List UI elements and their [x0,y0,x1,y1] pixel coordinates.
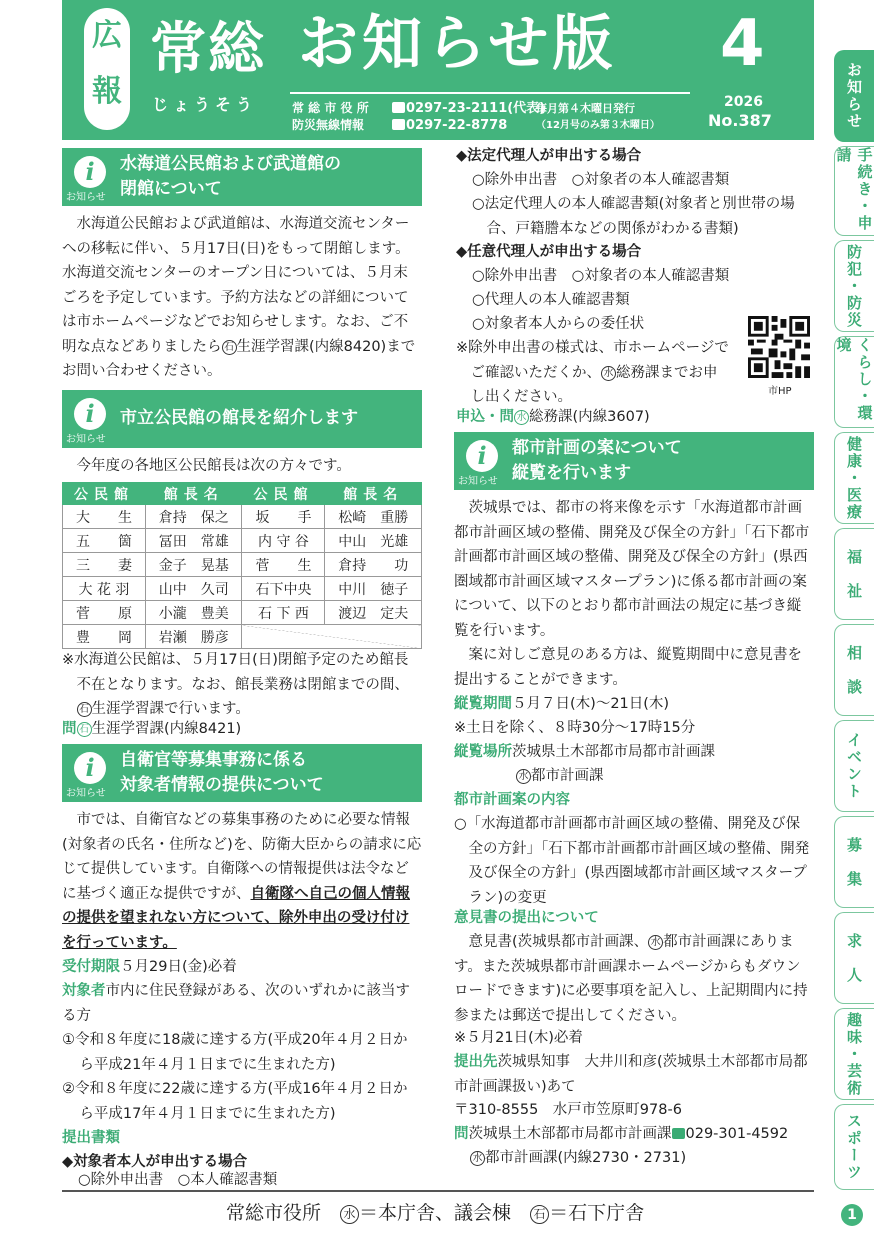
section-header-toshikeikaku: i お知らせ 都市計画の案について 縦覧を行います [454,432,814,490]
office-info: 常 総 市 役 所 防災無線情報 [292,101,369,132]
submit-address: 〒310-8555 水戸市笠原町978-6 [454,1102,682,1118]
tab-sports[interactable]: スポーツ [834,1104,874,1190]
self-apply-heading: ◆対象者本人が申出する場合 [62,1154,248,1170]
docs-label: 提出書類 [62,1130,120,1146]
phone-icon [672,1128,685,1139]
section-header-jieikan: i お知らせ 自衛官等募集事務に係る 対象者情報の提供について [62,744,422,802]
tab-procedures[interactable]: 手続き・申請 [834,146,874,236]
publish-schedule: 毎月第４木曜日発行 （12月号のみ第３木曜日） [536,102,660,131]
tab-hobby-arts[interactable]: 趣味・芸術 [834,1008,874,1100]
table-row: 大 花 羽 山中 久司 石下中央 中川 徳子 [63,577,422,601]
tab-safety[interactable]: 防犯・防災 [834,240,874,332]
info-icon: i [74,398,106,430]
tab-jobs[interactable]: 求 人 [834,912,874,1004]
section-title: 市立公民館の館長を紹介します [120,408,358,428]
jieikan-target-1: ①令和８年度に18歳に達する方(平成20年４月２日から平成21年４月１日までに生まれた方) [62,1032,408,1073]
section-title: 自衛官等募集事務に係る 対象者情報の提供について [120,750,324,795]
voluntary-proxy-item: ○除外申出書 ○対象者の本人確認書類 [472,268,730,284]
table-row: 豊 岡 岩瀬 勝彦 [63,625,422,649]
juran-place-2: 水 都市計画課 [516,764,604,789]
voluntary-proxy-heading: ◆任意代理人が申出する場合 [456,244,642,260]
footer-text: 常総市役所 水 ＝本庁舎、議会棟 石 ＝石下庁舎 [226,1202,645,1224]
opinion-deadline: ※５月21日(木)必着 [454,1030,583,1046]
info-icon: i [74,752,106,784]
ishige-mark: 石 [222,340,237,355]
tab-events[interactable]: イベント [834,720,874,812]
table-row: 菅 原 小瀧 豊美 石 下 西 渡辺 定夫 [63,601,422,625]
legal-proxy-item: ○法定代理人の本人確認書類(対象者と別世帯の場合、戸籍謄本などの関係がわかる書類) [472,196,795,237]
toshikeikaku-body: 茨城県では、都市の将来像を示す「水海道都市計画都市計画区域の整備、開発及び保全の方針」「石下都市計画都市計画区域の整備、開発及び保全の方針」(県西圏域都市計画区域マスタープラン)に係る都市計画の案について、以下のとおり都市計画法の規定に基づき縦覧を行います。 [454,500,810,639]
tab-welfare[interactable]: 福 祉 [834,528,874,620]
juran-place: 縦覧場所茨城県土木部都市局都市計画課 [454,744,715,760]
koho-badge: 広 報 [84,8,130,130]
toshikeikaku-contact: 問茨城県土木部都市局都市計画課 029-301-4592 [454,1126,789,1142]
jieikan-body: 市では、自衛官などの募集事務のために必要な情報(対象者の氏名・住所など)を、防衛大臣からの請求に応じて提供しています。自衛隊への情報提供は法令などに基づく適正な提供ですが、自衛隊へ自己の個人情報の提供を望まれない方について、除外申出の受け付けを行っています。 [62,812,422,951]
phone-icon [392,102,405,113]
title-underline [290,92,690,94]
self-apply-items: ○除外申出書 ○本人確認書類 [78,1172,278,1188]
section-title: 都市計画の案について 縦覧を行います [512,438,682,483]
plan-content: ○「水海道都市計画都市計画区域の整備、開発及び保全の方針」「石下都市計画都市計画区域の整備、開発及び保全の方針」(県西圏域都市計画区域マスタープラン)の変更 [454,816,810,906]
tab-recruitment[interactable]: 募 集 [834,816,874,908]
section-title: 水海道公民館および武道館の 閉館について [120,154,341,199]
section-header-kominkan-closure: i お知らせ 水海道公民館および武道館の 閉館について [62,148,422,206]
table-row: 大 生 倉持 保之 坂 手 松崎 重勝 [63,505,422,529]
qr-caption: 市HP [768,386,792,397]
phone-info: 0297-23-2111(代表) 0297-22-8778 [392,100,545,134]
opinion-label: 意見書の提出について [454,910,599,926]
table-row: 三 妻 金子 晃基 菅 生 倉持 功 [63,553,422,577]
qr-code[interactable] [748,316,810,378]
submit-destination: 提出先茨城県知事 大井川和彦(茨城県土木部都市局都市計画課扱い)あて [454,1054,808,1095]
city-name: 常総 [150,17,266,82]
section-header-kancho: i お知らせ 市立公民館の館長を紹介します [62,390,422,448]
juran-period-note: ※土日を除く、８時30分～17時15分 [454,720,696,736]
juran-period: 縦覧期間５月７日(木)～21日(木) [454,696,670,712]
footer-divider [62,1190,814,1192]
kancho-note: ※水海道公民館は、５月17日(日)閉館予定のため館長不在となります。なお、館長業務は閉館までの間、石 生涯学習課で行います。 [62,652,409,717]
toshikeikaku-body2: 案に対しご意見のある方は、縦覧期間中に意見書を提出することができます。 [454,647,802,688]
apply-contact: 申込・問 水 総務課(内線3607) [456,409,650,425]
tab-notice[interactable]: お知らせ [834,50,874,142]
page-number: 1 [841,1204,863,1226]
toshikeikaku-contact-2: 水 都市計画課(内線2730・2731) [470,1146,686,1171]
jieikan-deadline: 受付期限５月29日(金)必着 [62,959,237,975]
jieikan-target-2: ②令和８年度に22歳に達する方(平成16年４月２日から平成17年４月１日までに生まれた方) [62,1081,408,1122]
info-icon: i [74,156,106,188]
opinion-body: 意見書(茨城県都市計画課、 水 都市計画課にあります。また茨城県都市計画課ホームページからもダウンロードできます)に必要事項を記入し、上記期間内に持参または郵送で提出してください。 [454,934,808,1024]
tab-living[interactable]: くらし・環境 [834,336,874,428]
fax-icon [392,119,405,130]
issue-year: 2026 [724,94,763,110]
jieikan-target: 対象者市内に住民登録がある、次のいずれかに該当する方 [62,983,410,1024]
plan-content-label: 都市計画案の内容 [454,792,570,808]
city-kana: じょうそう [152,95,258,114]
issue-month: 4 [720,7,765,81]
legal-proxy-heading: ◆法定代理人が申出する場合 [456,148,642,164]
form-note: ※除外申出書の様式は、市ホームページでご確認いただくか、 水 総務課までお申し出ください。 [456,340,729,405]
kancho-table [62,482,422,649]
voluntary-proxy-item: ○対象者本人からの委任状 [472,316,645,332]
tab-consultation[interactable]: 相 談 [834,624,874,716]
table-row: 五 箇 冨田 常雄 内 守 谷 中山 光雄 [63,529,422,553]
kancho-contact: 問 石 生涯学習課(内線8421) [62,721,242,737]
tab-health[interactable]: 健康・医療 [834,432,874,524]
table-header-row: 公民館 館長名 公民館 館長名 [63,483,422,505]
voluntary-proxy-item: ○代理人の本人確認書類 [472,292,630,308]
publication-title: お知らせ版 [298,9,617,79]
kominkan-closure-body: 水海道公民館および武道館は、水海道交流センターへの移転に伴い、５月17日(日)をもって閉館します。水海道交流センターのオープン日については、５月末ごろを予定しています。予約方法などの詳細については市ホームページなどでお知らせします。なお、ご不明な点などありましたら 石 生涯学習課(内線8420)までお問い合わせください。 [62,216,416,379]
info-icon: i [466,440,498,472]
issue-number: No.387 [708,111,772,130]
kancho-intro: 今年度の各地区公民館長は次の方々です。 [76,458,351,474]
legal-proxy-item: ○除外申出書 ○対象者の本人確認書類 [472,172,730,188]
